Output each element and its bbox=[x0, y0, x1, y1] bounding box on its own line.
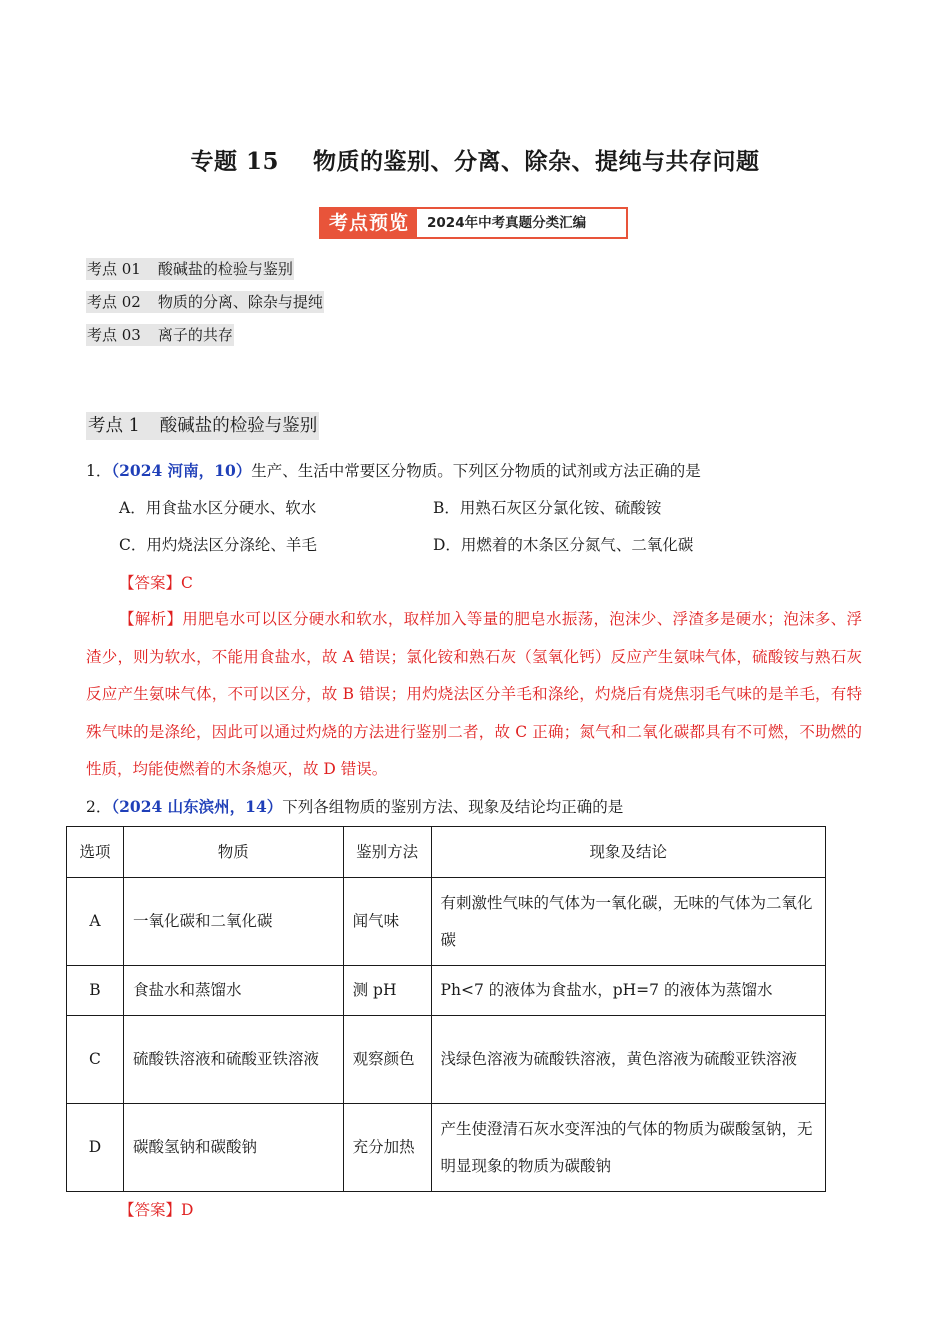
table-cell: 闻气味 bbox=[343, 878, 431, 966]
option-c: C．用灼烧法区分涤纶、羊毛 bbox=[119, 536, 317, 554]
q2-table bbox=[66, 826, 826, 1192]
table-header-cell: 选项 bbox=[67, 827, 124, 878]
answer-label: 【答案】 bbox=[119, 574, 182, 592]
badge-text: 2024年中考真题分类汇编 bbox=[427, 215, 587, 231]
table-cell: A bbox=[67, 878, 124, 966]
toc-label: 离子的共存 bbox=[157, 326, 233, 344]
option-b: B．用熟石灰区分氯化铵、硫酸铵 bbox=[433, 499, 662, 517]
table-cell: 观察颜色 bbox=[343, 1016, 431, 1104]
section-heading bbox=[86, 412, 319, 440]
table-cell: 有刺激性气味的气体为一氧化碳，无味的气体为二氧化碳 bbox=[431, 878, 825, 966]
title-text: 物质的鉴别、分离、除杂、提纯与共存问题 bbox=[313, 148, 760, 175]
q1-analysis bbox=[86, 601, 862, 789]
answer-label: 【答案】 bbox=[119, 1201, 182, 1219]
question-source: （2024 河南，10） bbox=[111, 461, 252, 480]
table-cell: 充分加热 bbox=[343, 1104, 431, 1192]
table-cell: C bbox=[67, 1016, 124, 1104]
question-2-stem bbox=[86, 796, 623, 818]
question-source: （2024 山东滨州，14） bbox=[111, 797, 283, 816]
option-a: A．用食盐水区分硬水、软水 bbox=[119, 499, 317, 517]
question-text: 下列各组物质的鉴别方法、现象及结论均正确的是 bbox=[282, 798, 624, 816]
table-cell: 浅绿色溶液为硫酸铁溶液，黄色溶液为硫酸亚铁溶液 bbox=[431, 1016, 825, 1104]
section-number: 考点 1 bbox=[88, 416, 140, 436]
q2-answer bbox=[119, 1199, 193, 1221]
table-row bbox=[67, 1016, 826, 1104]
table-cell: B bbox=[67, 966, 124, 1016]
table-cell: 碳酸氢钠和碳酸钠 bbox=[123, 1104, 343, 1192]
table-cell: D bbox=[67, 1104, 124, 1192]
title-number: 专题 15 bbox=[190, 148, 279, 175]
table-row bbox=[67, 1104, 826, 1192]
table-cell: 产生使澄清石灰水变浑浊的气体的物质为碳酸氢钠，无明显现象的物质为碳酸钠 bbox=[431, 1104, 825, 1192]
table-row bbox=[67, 966, 826, 1016]
q1-answer bbox=[119, 572, 193, 594]
table-cell: Ph<7 的液体为食盐水，pH=7 的液体为蒸馏水 bbox=[431, 966, 825, 1016]
question-number: 1． bbox=[86, 462, 112, 480]
toc-number: 考点 02 bbox=[87, 293, 141, 311]
answer-value: C bbox=[181, 574, 193, 592]
table-cell: 测 pH bbox=[343, 966, 431, 1016]
toc-label: 酸碱盐的检验与鉴别 bbox=[157, 260, 293, 278]
table-header-cell: 现象及结论 bbox=[431, 827, 825, 878]
analysis-text: 用肥皂水可以区分硬水和软水，取样加入等量的肥皂水振荡，泡沫少、浮渣多是硬水；泡沫多、浮渣少，则为软水，不能用食盐水，故 A 错误；氯化铵和熟石灰（氢氧化钙）反应产生氨味气体，硫酸铵与熟石灰反应产生氨味气体，不可以区分，故 B 错误；用灼烧法区分羊毛和涤纶，灼烧后有烧焦羽毛气味的是羊毛，有特殊气味的是涤纶，因此可以通过灼烧的方法进行鉴别二者，故 C 正确；氮气和二氧化碳都具有不可燃，不助燃的性质，均能使燃着的木条熄灭，故 D 错误。 bbox=[86, 610, 862, 778]
table-header-cell: 鉴别方法 bbox=[343, 827, 431, 878]
table-cell: 硫酸铁溶液和硫酸亚铁溶液 bbox=[123, 1016, 343, 1104]
option-d: D．用燃着的木条区分氮气、二氧化碳 bbox=[433, 536, 694, 554]
toc-item[interactable] bbox=[86, 324, 234, 346]
toc-item[interactable] bbox=[86, 258, 294, 280]
preview-badge bbox=[319, 207, 628, 239]
question-number: 2． bbox=[86, 798, 112, 816]
toc-item[interactable] bbox=[86, 291, 324, 313]
badge-tag: 考点预览 bbox=[321, 209, 417, 237]
document-title bbox=[0, 143, 950, 176]
table-header-row bbox=[67, 827, 826, 878]
table-row bbox=[67, 878, 826, 966]
answer-value: D bbox=[181, 1201, 194, 1219]
analysis-label: 【解析】 bbox=[119, 610, 183, 628]
toc-label: 物质的分离、除杂与提纯 bbox=[157, 293, 323, 311]
table-cell: 食盐水和蒸馏水 bbox=[123, 966, 343, 1016]
table-cell: 一氧化碳和二氧化碳 bbox=[123, 878, 343, 966]
question-text: 生产、生活中常要区分物质。下列区分物质的试剂或方法正确的是 bbox=[251, 462, 701, 480]
table-header-cell: 物质 bbox=[123, 827, 343, 878]
toc-number: 考点 03 bbox=[87, 326, 141, 344]
question-1-stem bbox=[86, 460, 701, 482]
section-label: 酸碱盐的检验与鉴别 bbox=[159, 416, 318, 436]
toc-number: 考点 01 bbox=[87, 260, 141, 278]
